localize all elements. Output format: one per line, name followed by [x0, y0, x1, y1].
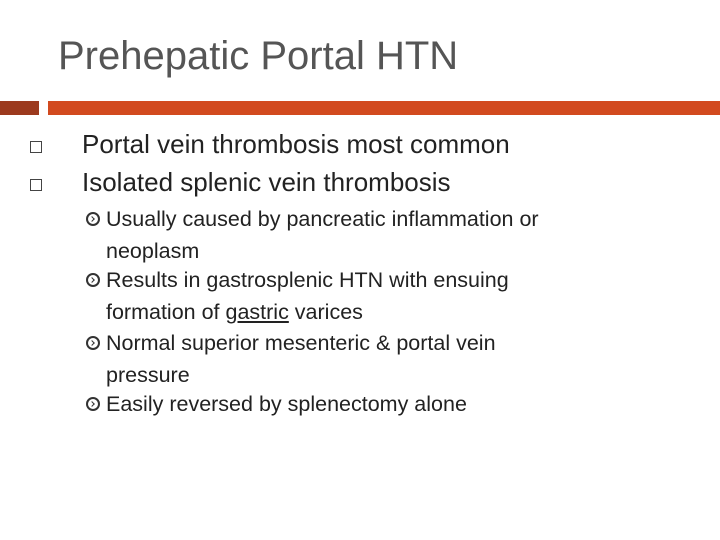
title-rule-accent: [0, 101, 39, 115]
title-rule: [48, 101, 720, 115]
underlined-word: gastric: [225, 300, 289, 324]
bullet-text: Isolated splenic vein thrombosis: [82, 167, 451, 197]
slide-title: Prehepatic Portal HTN: [58, 34, 459, 78]
sub-bullet-text: Results in gastrosplenic HTN with ensuing: [106, 268, 509, 292]
bullet-text: Portal vein thrombosis most common: [82, 129, 510, 159]
sub-bullet-text-continued: neoplasm: [106, 239, 200, 263]
square-bullet-icon: [30, 141, 42, 153]
text-segment: varices: [288, 300, 363, 324]
sub-bullet-text: Usually caused by pancreatic inflammation or: [106, 207, 539, 231]
sub-bullet-text-continued: [106, 299, 363, 325]
circle-chevron-bullet-icon: [86, 336, 100, 350]
sub-bullet-text: Easily reversed by splenectomy alone: [106, 392, 467, 416]
sub-bullet-text-continued: pressure: [106, 363, 190, 387]
text-segment: formation of: [106, 300, 226, 324]
circle-chevron-bullet-icon: [86, 273, 100, 287]
circle-chevron-bullet-icon: [86, 397, 100, 411]
sub-bullet-text: Normal superior mesenteric & portal vein: [106, 331, 496, 355]
circle-chevron-bullet-icon: [86, 212, 100, 226]
square-bullet-icon: [30, 179, 42, 191]
